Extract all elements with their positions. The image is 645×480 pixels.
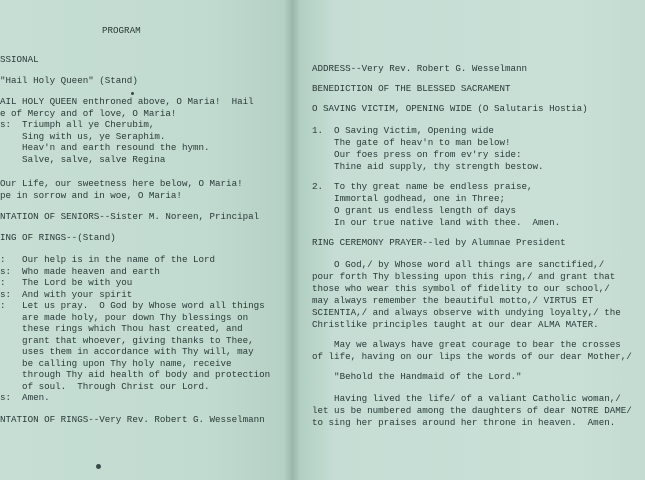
right-line: May we always have great courage to bear the crosses <box>312 339 621 350</box>
right-line: RING CEREMONY PRAYER--led by Alumnae President <box>312 237 566 248</box>
left-line: e of Mercy and of love, O Maria! <box>0 108 177 119</box>
left-line: through Thy aid health of body and protection <box>0 369 271 380</box>
left-line: be calling upon Thy holy name, receive <box>0 358 232 369</box>
right-line: Our foes press on from ev'ry side: <box>312 149 522 160</box>
right-line: SCIENTIA,/ and always observe with undying loyalty,/ the <box>312 307 621 318</box>
left-line: NTATION OF RINGS--Very Rev. Robert G. Wesselmann <box>0 414 265 425</box>
right-line: BENEDICTION OF THE BLESSED SACRAMENT <box>312 83 511 94</box>
left-line: Heav'n and earth resound the hymn. <box>0 142 210 153</box>
left-line: ING OF RINGS--(Stand) <box>0 232 116 243</box>
right-line: 2. To thy great name be endless praise, <box>312 181 533 192</box>
left-line: are made holy, pour down Thy blessings on <box>0 312 249 323</box>
left-line: s: And with your spirit <box>0 289 133 300</box>
left-line: Sing with us, ye Seraphim. <box>0 131 166 142</box>
right-line: 1. O Saving Victim, Opening wide <box>312 125 494 136</box>
right-line: In our true native land with thee. Amen. <box>312 217 561 228</box>
right-line: "Behold the Handmaid of the Lord." <box>312 371 522 382</box>
left-line: NTATION OF SENIORS--Sister M. Noreen, Principal <box>0 211 260 222</box>
left-line: of soul. Through Christ our Lord. <box>0 381 210 392</box>
right-line: Christlike principles taught at our dear ALMA MATER. <box>312 319 599 330</box>
ink-dot <box>131 92 134 95</box>
left-line: Salve, salve, salve Regina <box>0 154 166 165</box>
ink-dot <box>96 464 101 469</box>
right-line: of life, having on our lips the words of our dear Mother,/ <box>312 351 632 362</box>
left-line: these rings which Thou hast created, and <box>0 323 243 334</box>
left-line: : The Lord be with you <box>0 277 133 288</box>
right-page <box>292 0 645 480</box>
left-line: : Let us pray. O God by Whose word all things <box>0 300 265 311</box>
left-line: grant that whoever, giving thanks to Thee, <box>0 335 254 346</box>
right-line: O SAVING VICTIM, OPENING WIDE (O Salutaris Hostia) <box>312 103 588 114</box>
left-line: SSIONAL <box>0 54 39 65</box>
left-page <box>0 0 292 480</box>
right-line: Immortal godhead, one in Three; <box>312 193 505 204</box>
left-line: : Our help is in the name of the Lord <box>0 254 216 265</box>
right-line: to sing her praises around her throne in heaven. Amen. <box>312 417 616 428</box>
right-line: The gate of heav'n to man below! <box>312 137 511 148</box>
right-line: those who wear this symbol of fidelity to our school,/ <box>312 283 610 294</box>
left-line: "Hail Holy Queen" (Stand) <box>0 75 138 86</box>
left-line: pe in sorrow and in woe, O Maria! <box>0 190 182 201</box>
right-line: Thine aid supply, thy strength bestow. <box>312 161 544 172</box>
right-line: O God,/ by Whose word all things are sanctified,/ <box>312 259 605 270</box>
left-line: Our Life, our sweetness here below, O Maria! <box>0 178 243 189</box>
left-line: AIL HOLY QUEEN enthroned above, O Maria! Hail <box>0 96 254 107</box>
right-line: Having lived the life/ of a valiant Catholic woman,/ <box>312 393 621 404</box>
right-line: pour forth Thy blessing upon this ring,/ and grant that <box>312 271 616 282</box>
right-line: ADDRESS--Very Rev. Robert G. Wesselmann <box>312 63 528 74</box>
left-line: s: Amen. <box>0 392 50 403</box>
right-line: let us be numbered among the daughters of dear NOTRE DAME/ <box>312 405 632 416</box>
right-line: O grant us endless length of days <box>312 205 516 216</box>
left-line: s: Triumph all ye Cherubim, <box>0 119 155 130</box>
left-line: uses them in accordance with Thy will, may <box>0 346 254 357</box>
right-line: may always remember the beautiful motto,/ VIRTUS ET <box>312 295 594 306</box>
left-line: s: Who made heaven and earth <box>0 266 160 277</box>
book-spine-shadow <box>284 0 300 480</box>
program-heading: PROGRAM <box>102 25 141 36</box>
